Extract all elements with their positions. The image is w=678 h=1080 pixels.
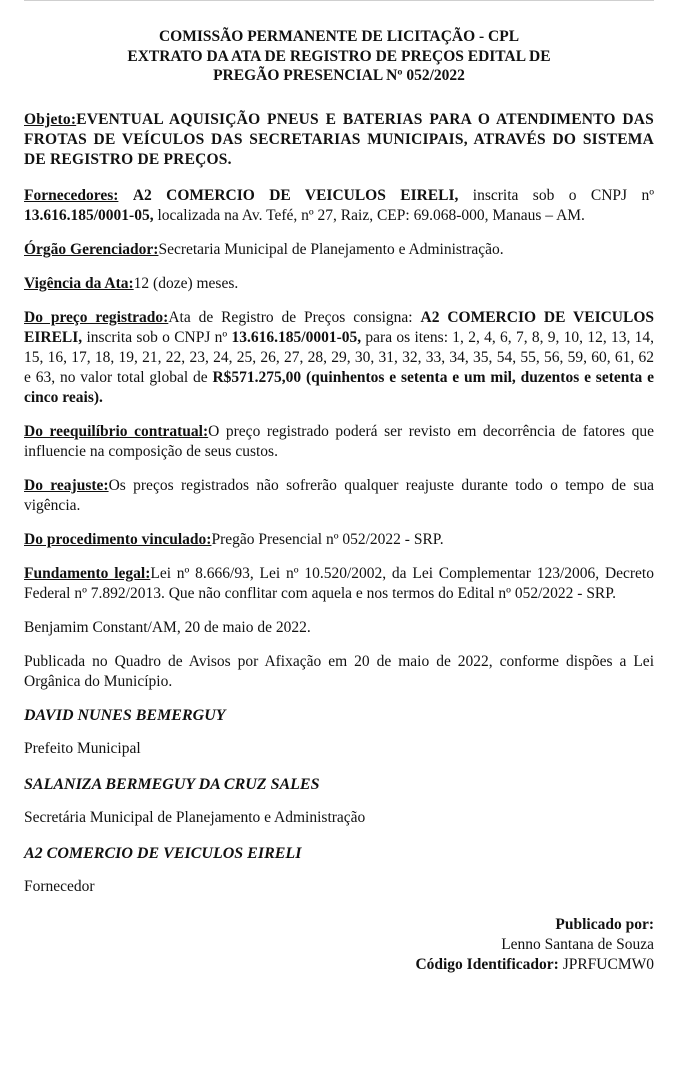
vigencia-paragraph — [24, 274, 654, 294]
identifier-code: JPRFUCMW0 — [562, 955, 654, 973]
identifier-label: Código Identificador: — [415, 955, 559, 973]
fundamento-label: Fundamento legal: — [24, 564, 151, 582]
reajuste-paragraph — [24, 476, 654, 516]
preco-valor: R$571.275,00 (quinhentos e setenta e um mil, duzentos e setenta e cinco reais). — [24, 368, 655, 406]
document-page — [24, 27, 654, 975]
fornecedores-text-2: localizada na Av. Tefé, nº 27, Raiz, CEP: 69.068-000, Manaus – AM. — [157, 206, 585, 224]
publicacao-paragraph: Publicada no Quadro de Avisos por Afixação em 20 de maio de 2022, conforme dispões a Lei Orgânica do Município. — [24, 652, 654, 690]
publisher-name: Lenno Santana de Souza — [501, 935, 654, 953]
procedimento-text: Pregão Presencial nº 052/2022 - SRP. — [211, 530, 444, 548]
objeto-label: Objeto: — [24, 110, 77, 128]
orgao-paragraph — [24, 240, 654, 260]
reajuste-text: Os preços registrados não sofrerão qualquer reajuste durante todo o tempo de sua vigência. — [24, 476, 654, 514]
vigencia-label: Vigência da Ata: — [24, 274, 134, 292]
preco-text-3: para os itens: 1, 2, 4, 6, 7, 8, 9, 10, 12, 13, 14, 15, 16, 17, 18, 19, 21, 22, 23, 24, 25, 26, 27, 28, 29, 30, 31, 32, 33, 34, 35, 54, 55, 56, 59, 60, 61, 62 e 63, no valor total global de — [24, 328, 655, 386]
top-divider — [24, 0, 654, 1]
document-header — [24, 27, 654, 86]
header-line-1: COMISSÃO PERMANENTE DE LICITAÇÃO - CPL — [158, 28, 520, 45]
fornecedores-paragraph — [24, 186, 654, 226]
objeto-paragraph — [24, 110, 654, 170]
objeto-text: EVENTUAL AQUISIÇÃO PNEUS E BATERIAS PARA O ATENDIMENTO DAS FROTAS DE VEÍCULOS DAS SECRETARIAS MUNICIPAIS, ATRAVÉS DO SISTEMA DE REGISTRO DE PREÇOS. — [24, 110, 654, 168]
reajuste-label: Do reajuste: — [24, 476, 109, 494]
orgao-label: Órgão Gerenciador: — [24, 240, 159, 258]
fornecedores-cnpj: 13.616.185/0001-05, — [24, 206, 154, 224]
procedimento-paragraph — [24, 530, 654, 550]
local-data: Benjamim Constant/AM, 20 de maio de 2022. — [24, 618, 311, 636]
preco-name: A2 COMERCIO DE VEICULOS EIRELI, — [24, 308, 655, 346]
orgao-text: Secretaria Municipal de Planejamento e Administração. — [158, 240, 504, 258]
identifier-line — [24, 955, 654, 975]
publisher-label: Publicado por: — [555, 915, 654, 933]
fornecedores-name: A2 COMERCIO DE VEICULOS EIRELI, — [132, 186, 459, 204]
preco-text-1: Ata de Registro de Preços consigna: — [168, 308, 413, 326]
preco-paragraph — [24, 308, 654, 408]
fundamento-text: Lei nº 8.666/93, Lei nº 10.520/2002, da Lei Complementar 123/2006, Decreto Federal nº 7.892/2013. Que não conflitar com aquela e nos termos do Edital nº 052/2022 - SRP. — [24, 564, 654, 602]
preco-cnpj: 13.616.185/0001-05, — [231, 328, 362, 346]
reequilibrio-label: Do reequilíbrio contratual: — [24, 422, 209, 440]
header-line-2: EXTRATO DA ATA DE REGISTRO DE PREÇOS EDITAL DE — [127, 47, 551, 65]
signatory-name-2: SALANIZA BERMEGUY DA CRUZ SALES — [24, 775, 320, 793]
preco-label: Do preço registrado: — [24, 308, 169, 326]
signatory-name-1: DAVID NUNES BEMERGUY — [24, 706, 226, 724]
reequilibrio-text: O preço registrado poderá ser revisto em decorrência de fatores que influencie na composição de seus custos. — [24, 422, 655, 460]
fornecedores-text-1: inscrita sob o CNPJ nº — [472, 186, 655, 204]
publisher-block — [24, 915, 654, 975]
fornecedores-label: Fornecedores: — [24, 186, 119, 204]
procedimento-label: Do procedimento vinculado: — [24, 530, 212, 548]
signatory-role-1: Prefeito Municipal — [24, 739, 141, 757]
fundamento-paragraph — [24, 564, 654, 604]
signatory-name-3: A2 COMERCIO DE VEICULOS EIRELI — [24, 844, 302, 862]
vigencia-text: 12 (doze) meses. — [133, 274, 239, 292]
header-line-3: PREGÃO PRESENCIAL Nº 052/2022 — [213, 67, 465, 84]
preco-text-2: inscrita sob o CNPJ nº — [86, 328, 228, 346]
reequilibrio-paragraph — [24, 422, 654, 462]
signatory-role-2: Secretária Municipal de Planejamento e Administração — [24, 808, 366, 826]
signatory-role-3: Fornecedor — [24, 877, 95, 895]
